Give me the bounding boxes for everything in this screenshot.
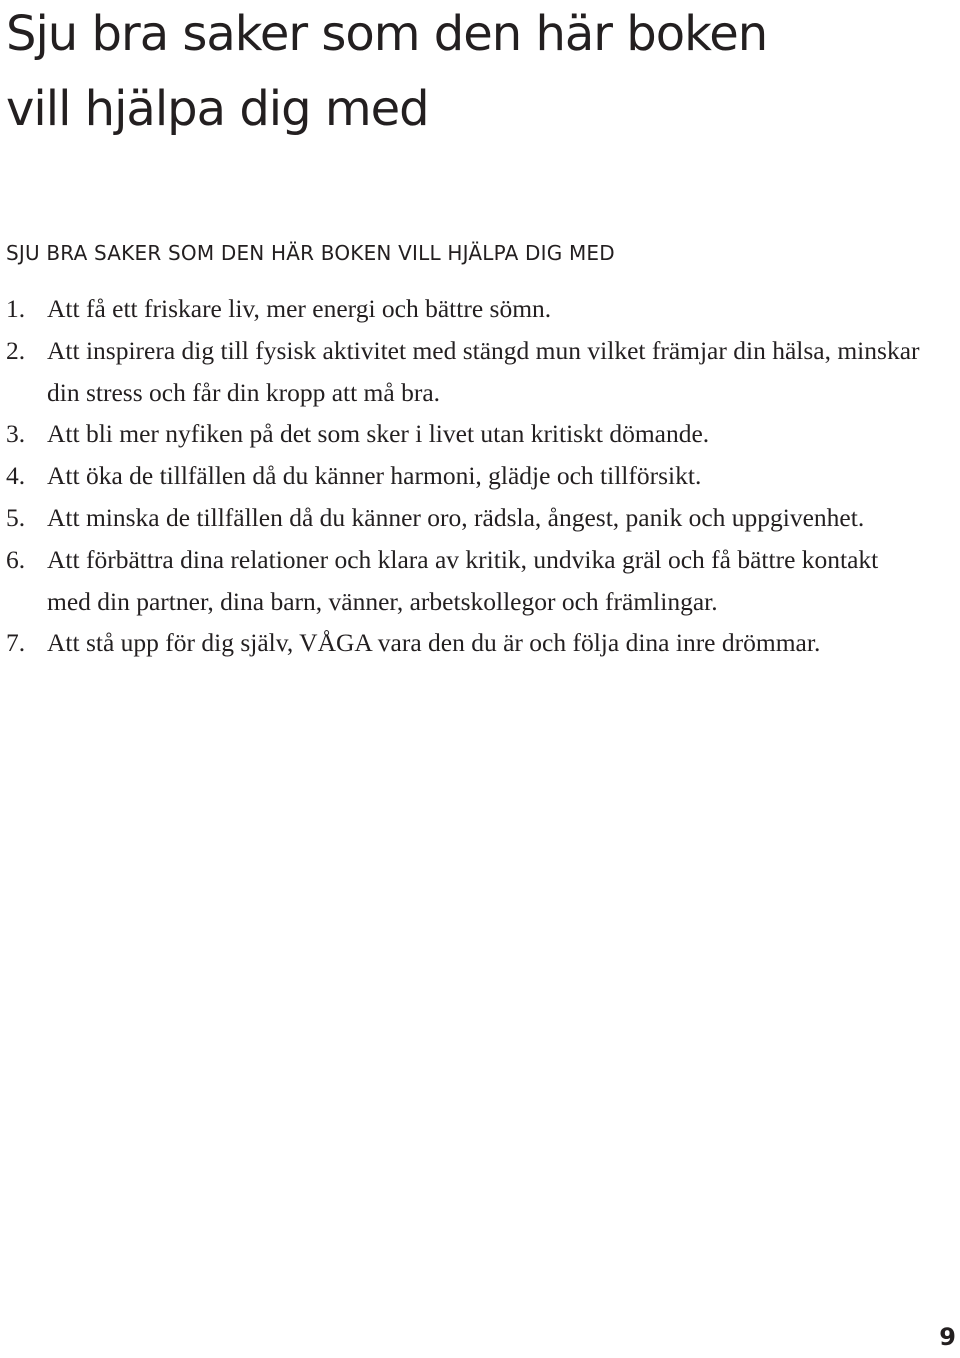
list-item [0, 330, 920, 414]
list-item-text: Att inspirera dig till fysisk aktivitet med stängd mun vilket främjar din hälsa, minskar din stress och får din kropp att må bra. [47, 335, 920, 407]
list-item-number: 7. [6, 628, 26, 658]
page-number: 9 [939, 1323, 956, 1351]
numbered-list [0, 288, 920, 664]
list-item-number: 3. [6, 419, 26, 449]
list-item-text: Att bli mer nyfiken på det som sker i livet utan kritiskt dömande. [47, 419, 710, 449]
title-line-1: Sju bra saker som den här boken [6, 6, 768, 62]
list-item-number: 5. [6, 502, 26, 532]
list-item-number: 2. [6, 335, 26, 365]
list-item [0, 539, 920, 623]
list-item-number: 1. [6, 294, 26, 323]
list-item [0, 288, 920, 330]
list-item-text: Att få ett friskare liv, mer energi och bättre sömn. [47, 294, 552, 323]
list-item-text: Att förbättra dina relationer och klara av kritik, undvika gräl och få bättre kontakt med din partner, dina barn, vänner, arbetskollegor och främlingar. [47, 544, 879, 616]
title-line-2: vill hjälpa dig med [6, 81, 429, 137]
section-heading: SJU BRA SAKER SOM DEN HÄR BOKEN VILL HJÄLPA DIG MED [6, 241, 615, 265]
list-item [0, 497, 920, 539]
list-item [0, 622, 920, 664]
list-item [0, 455, 920, 497]
list-item-number: 6. [6, 544, 26, 574]
list-item-text: Att minska de tillfällen då du känner oro, rädsla, ångest, panik och uppgivenhet. [47, 502, 865, 532]
list-item-text: Att stå upp för dig själv, VÅGA vara den du är och följa dina inre drömmar. [47, 628, 821, 658]
list-item-number: 4. [6, 461, 26, 491]
list-item-text: Att öka de tillfällen då du känner harmoni, glädje och tillförsikt. [47, 461, 702, 491]
list-item [0, 413, 920, 455]
page-title [6, 0, 946, 147]
